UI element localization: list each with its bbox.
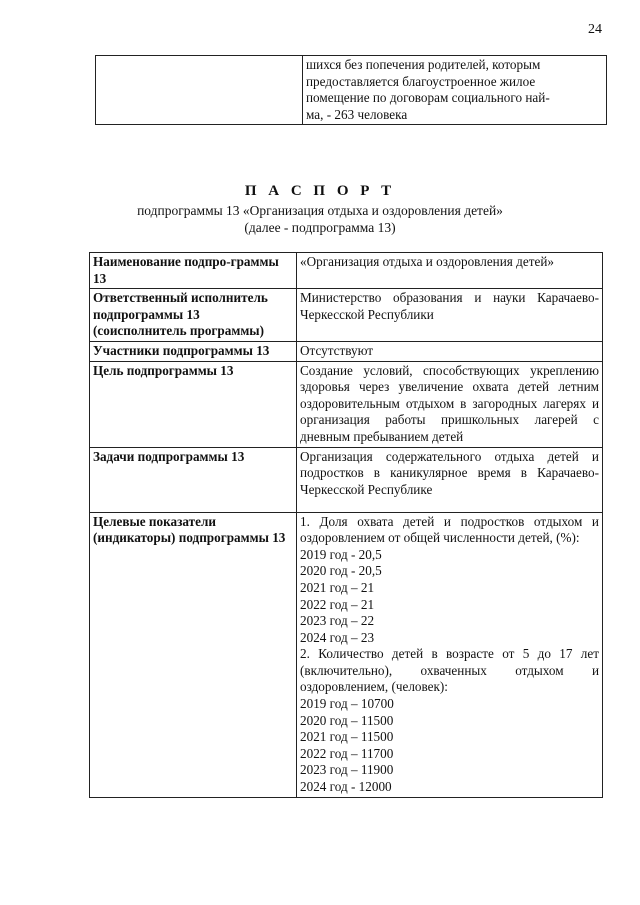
table-row [90, 512, 603, 797]
continuation-line: помещение по договорам социального най- [306, 90, 550, 106]
table-row [96, 56, 607, 125]
passport-subtitle-note: (далее - подпрограмма 13) [244, 220, 396, 235]
indicator-value: 2024 год - 12000 [300, 779, 392, 795]
continuation-line: ма, - 263 человека [306, 106, 408, 122]
row-value: Создание условий, способствующих укреплению здоровья через увеличение охвата детей летним оздоровительным отдыхом в загородных лагерях и организация работы пришкольных лагерей с дневным пребыванием детей [297, 361, 603, 447]
passport-title: П А С П О Р Т [244, 183, 396, 199]
indicator-value: 2022 год – 21 [300, 596, 375, 612]
indicators-cell [297, 512, 603, 797]
indicator-value: 2019 год – 10700 [300, 696, 394, 712]
continuation-left-cell [96, 56, 303, 125]
table-row [90, 341, 603, 361]
row-label: Участники подпрограммы 13 [90, 341, 297, 361]
indicator-value: 2022 год – 11700 [300, 745, 394, 761]
row-value: «Организация отдыха и оздоровления детей» [297, 253, 603, 289]
row-label: Ответственный исполнитель подпрограммы 13 (соисполнитель программы) [90, 289, 297, 342]
passport-table [89, 252, 603, 798]
page-number: 24 [588, 22, 602, 37]
indicator-value: 2023 год – 22 [300, 613, 375, 629]
continuation-line: предоставляется благоустроенное жилое [306, 73, 536, 89]
row-value: Министерство образования и науки Карачаево-Черкесской Республики [297, 289, 603, 342]
indicator-value: 2020 год - 20,5 [300, 563, 382, 579]
indicator-value: 2023 год – 11900 [300, 762, 394, 778]
row-label: Задачи подпрограммы 13 [90, 447, 297, 512]
indicator-title: 1. Доля охвата детей и подростков отдыхом и оздоровлением от общей численности детей, (%): [300, 513, 599, 546]
row-value: Отсутствуют [297, 341, 603, 361]
row-label: Цель подпрограммы 13 [90, 361, 297, 447]
table-row [90, 289, 603, 342]
table-row [90, 361, 603, 447]
indicator-value: 2019 год - 20,5 [300, 546, 382, 562]
indicator-value: 2024 год – 23 [300, 629, 375, 645]
indicator-title: 2. Количество детей в возрасте от 5 до 17 лет (включительно), охваченных отдыхом и оздоровлением, (человек): [300, 646, 599, 695]
continuation-line: шихся без попечения родителей, которым [306, 57, 541, 72]
passport-subtitle: подпрограммы 13 «Организация отдыха и оздоровления детей» [137, 203, 503, 218]
continuation-table [95, 55, 607, 125]
table-row [90, 253, 603, 289]
indicator-value: 2020 год – 11500 [300, 712, 394, 728]
table-row [90, 447, 603, 512]
indicator-value: 2021 год – 21 [300, 579, 375, 595]
continuation-right-cell [303, 56, 607, 125]
indicator-value: 2021 год – 11500 [300, 729, 394, 745]
row-label: Целевые показатели (индикаторы) подпрограммы 13 [90, 512, 297, 797]
row-label: Наименование подпро-граммы 13 [90, 253, 297, 289]
row-value: Организация содержательного отдыха детей и подростков в каникулярное время в Карачаево-Черкесской Республике [297, 447, 603, 512]
